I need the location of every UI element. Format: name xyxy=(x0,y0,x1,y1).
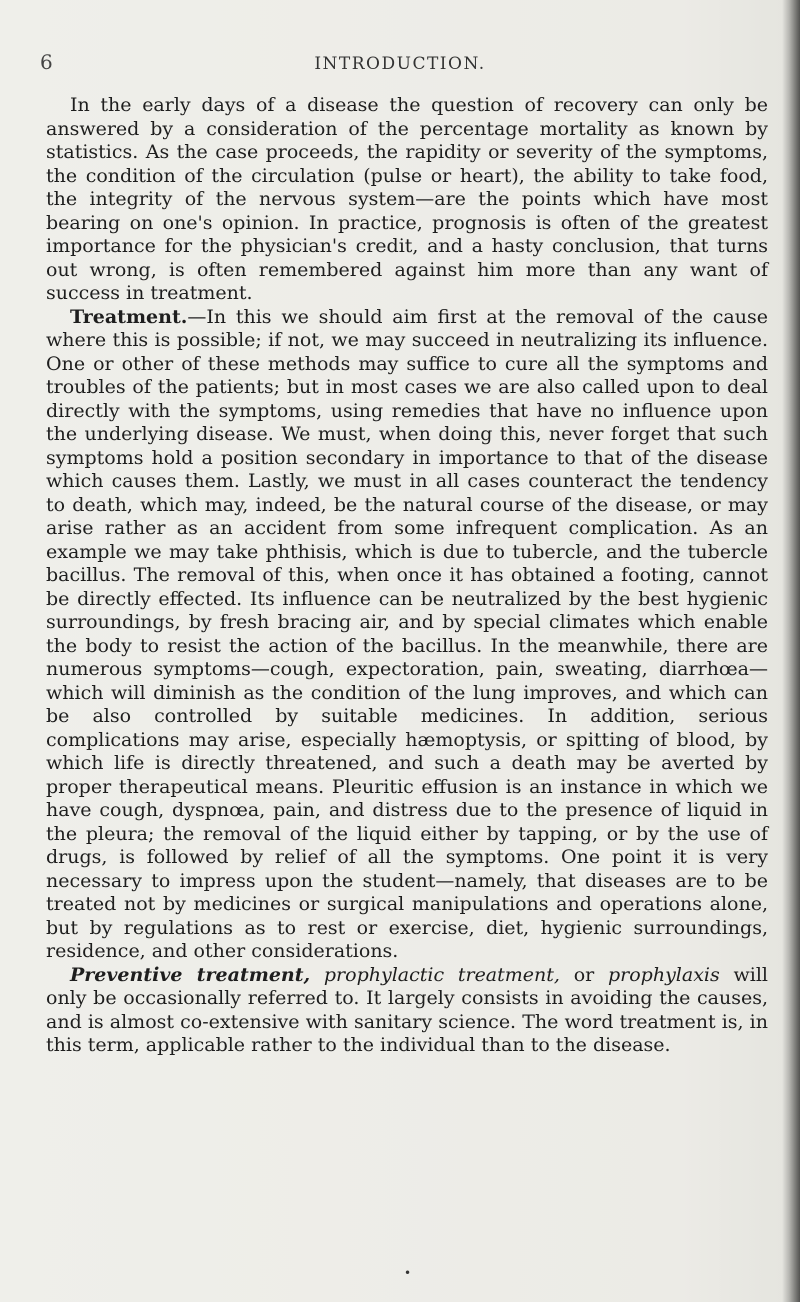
paragraph-treatment xyxy=(46,306,768,964)
term-prophylactic-treatment: prophylactic treatment, xyxy=(323,963,560,986)
running-head: INTRODUCTION. xyxy=(314,54,486,74)
page-number: 6 xyxy=(40,50,53,74)
paragraph-prognosis xyxy=(46,94,768,306)
paragraph-preventive-treatment xyxy=(46,964,768,1058)
connector-word: or xyxy=(573,963,595,986)
body-text xyxy=(46,94,768,1058)
footer-mark: • xyxy=(404,1266,412,1280)
section-heading-preventive: Preventive treatment, xyxy=(70,963,311,986)
term-prophylaxis: prophylaxis xyxy=(607,963,720,986)
paragraph-text: will only be occasionally referred to. It largely consists in avoiding the causes, and is almost co-extensive with sanitary science. The word treatment is, in this term, applicable rather to the individual than to the disease. xyxy=(46,963,768,1056)
section-heading-treatment: Treatment. xyxy=(70,305,188,328)
page-binding-shadow xyxy=(782,0,800,1302)
paragraph-text: —In this we should aim first at the removal of the cause where this is possible; if not, we may succeed in neutralizing its influence. One or other of these methods may suffice to cure all the symptoms and troubles of the patients; but in most cases we are also called upon to deal directly with the symptoms, using remedies that have no influence upon the underlying disease. We must, when doing this, never forget that such symptoms hold a position secondary in importance to that of the disease which causes them. Lastly, we must in all cases counteract the tendency to death, which may, indeed, be the natural course of the disease, or may arise rather as an accident from some infrequent complication. As an example we may take phthisis, which is due to tubercle, and the tubercle bacillus. The removal of this, when once it has obtained a footing, cannot be directly effected. Its influence can be neutralized by the best hygienic surroundings, by fresh bracing air, and by special climates which enable the body to resist the action of the bacillus. In the meanwhile, there are numerous symptoms—cough, expectoration, pain, sweating, diarrhœa—which will diminish as the condition of the lung improves, and which can be also controlled by suitable medicines. In addition, serious complications may arise, especially hæmoptysis, or spitting of blood, by which life is directly threatened, and such a death may be averted by proper therapeutical means. Pleuritic effusion is an instance in which we have cough, dyspnœa, pain, and distress due to the presence of liquid in the pleura; the removal of the liquid either by tapping, or by the use of drugs, is followed by relief of all the symptoms. One point it is very necessary to impress upon the student—namely, that diseases are to be treated not by medicines or surgical manipulations and operations alone, but by regulations as to rest or exercise, diet, hygienic surroundings, residence, and other considerations. xyxy=(46,305,768,962)
paragraph-text: In the early days of a disease the question of recovery can only be answered by a consideration of the percentage mortality as known by statistics. As the case proceeds, the rapidity or severity of the symptoms, the condition of the circulation (pulse or heart), the ability to take food, the integrity of the nervous system—are the points which have most bearing on one's opinion. In practice, prognosis is often of the greatest importance for the physician's credit, and a hasty conclusion, that turns out wrong, is often remembered against him more than any want of success in treatment. xyxy=(46,94,768,304)
